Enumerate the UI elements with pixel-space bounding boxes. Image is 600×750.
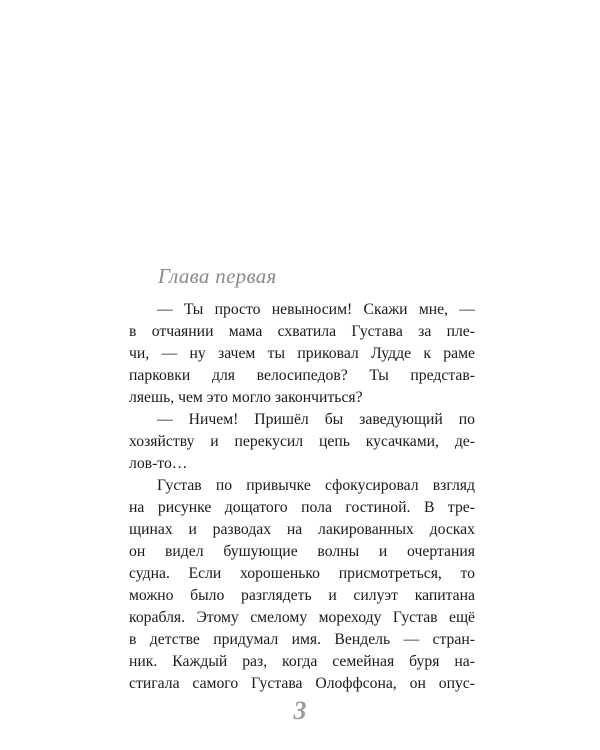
text-line: на рисунке дощатого пола гостиной. В тре- [129, 499, 475, 516]
text-line: он видел бушующие волны и очертания [129, 543, 475, 560]
text-line: — Ты просто невыносим! Скажи мне, — [157, 301, 475, 318]
text-line: чи, — ну зачем ты приковал Лудде к раме [129, 345, 475, 362]
text-line: парковки для велосипедов? Ты представ- [129, 367, 475, 384]
body-text [129, 299, 475, 695]
text-line: можно было разглядеть и силуэт капитана [129, 587, 475, 604]
text-line: хозяйству и перекусил цепь кусачками, де- [129, 433, 475, 450]
text-line: ляешь, чем это могло закончиться? [129, 389, 363, 406]
text-line: в детстве придумал имя. Вендель — стран- [129, 631, 475, 648]
text-line: лов-то… [129, 455, 188, 472]
text-line: Густав по привычке сфокусировал взгляд [157, 477, 475, 494]
text-line: стигала самого Густава Олоффсона, он опус- [129, 675, 475, 692]
chapter-title: Глава первая [158, 264, 277, 288]
text-line: корабля. Этому смелому мореходу Густав ещё [129, 609, 475, 626]
text-line: щинах и разводах на лакированных досках [129, 521, 475, 538]
page-number: 3 [293, 696, 307, 725]
text-line: судна. Если хорошенько присмотреться, то [129, 565, 475, 582]
text-line: в отчаянии мама схватила Густава за пле- [129, 323, 475, 340]
text-line: ник. Каждый раз, когда семейная буря на- [129, 653, 475, 670]
text-line: — Ничем! Пришёл бы заведующий по [157, 411, 475, 428]
